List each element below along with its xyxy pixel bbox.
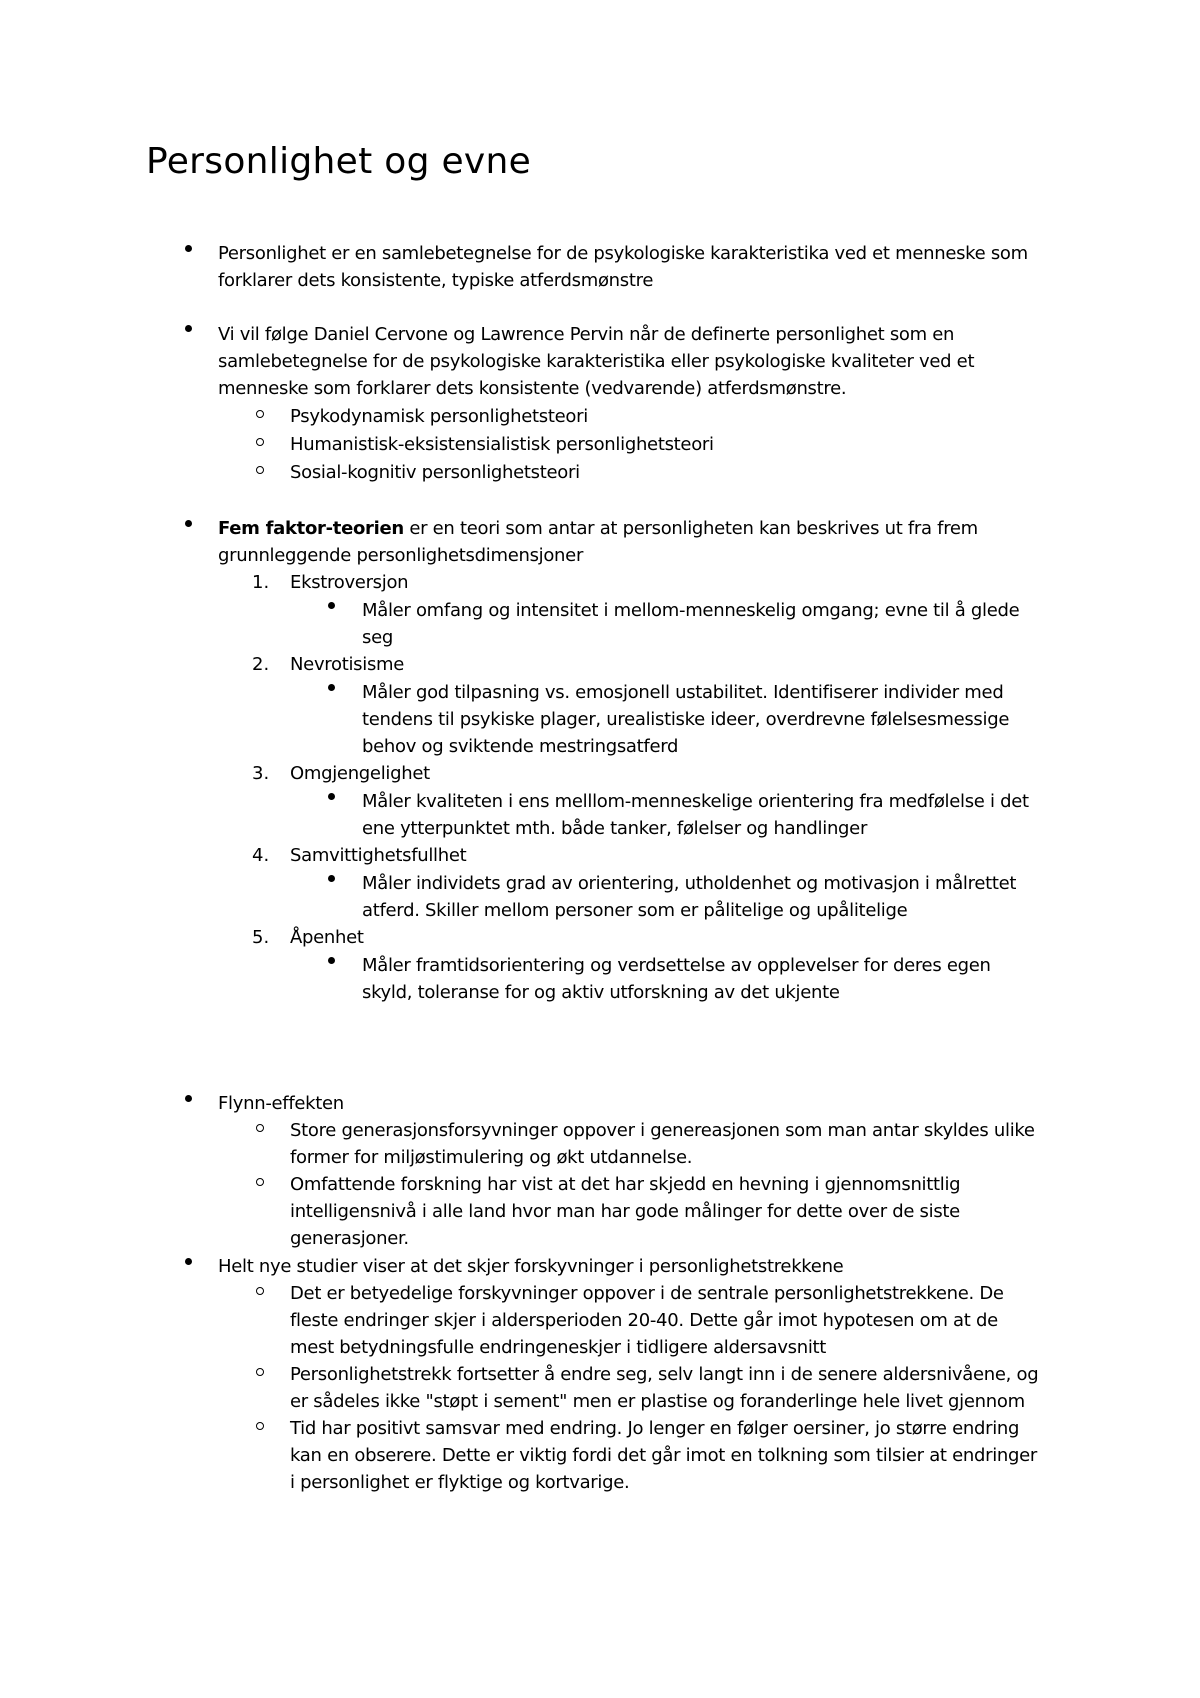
bullet-dot [328, 684, 335, 691]
theory-item: Psykodynamisk personlighetsteori [290, 406, 588, 427]
factor-name: Omgjengelighet [290, 763, 430, 784]
bullet-dot [328, 602, 335, 609]
bullet-dot [328, 875, 335, 882]
studies-label: Helt nye studier viser at det skjer forskyvninger i personlighetstrekkene [218, 1256, 844, 1277]
bullet-2-line-1: Vi vil følge Daniel Cervone og Lawrence Pervin når de definerte personlighet som en [218, 324, 955, 345]
list-number: 3. [252, 763, 270, 784]
sub-bullet-circle [256, 1422, 264, 1430]
flynn-text: generasjoner. [290, 1228, 409, 1249]
studies-text: Personlighetstrekk fortsetter å endre seg, selv langt inn i de senere aldersnivåene, og [290, 1364, 1039, 1385]
studies-text: i personlighet er flyktige og kortvarige. [290, 1472, 630, 1493]
bullet-dot [185, 520, 192, 527]
bullet-1-line-1: Personlighet er en samlebetegnelse for de psykologiske karakteristika ved et menneske som [218, 243, 1028, 264]
studies-text: fleste endringer skjer i aldersperioden 20-40. Dette går imot hypotesen om at de [290, 1310, 998, 1331]
bullet-1-line-2: forklarer dets konsistente, typiske atferdsmønstre [218, 270, 654, 291]
bullet-2-line-2: samlebetegnelse for de psykologiske karakteristika eller psykologiske kvaliteter ved et [218, 351, 975, 372]
factor-text: behov og sviktende mestringsatferd [362, 736, 679, 757]
factor-name: Samvittighetsfullhet [290, 845, 467, 866]
factor-text: tendens til psykiske plager, urealistiske ideer, overdrevne følelsesmessige [362, 709, 1010, 730]
bullet-dot [328, 793, 335, 800]
list-number: 4. [252, 845, 270, 866]
flynn-text: Omfattende forskning har vist at det har skjedd en hevning i gjennomsnittlig [290, 1174, 961, 1195]
bullet-3-line-1-rest: er en teori som antar at personligheten kan beskrives ut fra frem [403, 518, 978, 539]
bullet-dot [185, 245, 192, 252]
list-number: 5. [252, 927, 270, 948]
bullet-dot [328, 957, 335, 964]
factor-name: Ekstroversjon [290, 572, 409, 593]
sub-bullet-circle [256, 1178, 264, 1186]
factor-text: Måler kvaliteten i ens melllom-menneskelige orientering fra medfølelse i det [362, 791, 1029, 812]
flynn-text: Store generasjonsforsyvninger oppover i genereasjonen som man antar skyldes ulike [290, 1120, 1035, 1141]
factor-text: skyld, toleranse for og aktiv utforskning av det ukjente [362, 982, 840, 1003]
sub-bullet-circle [256, 410, 264, 418]
factor-text: Måler omfang og intensitet i mellom-menneskelig omgang; evne til å glede [362, 600, 1020, 621]
bullet-2-line-3: menneske som forklarer dets konsistente (vedvarende) atferdsmønstre. [218, 378, 847, 399]
studies-text: Tid har positivt samsvar med endring. Jo lenger en følger oersiner, jo større endring [290, 1418, 1020, 1439]
bullet-3-line-1 [218, 515, 978, 542]
flynn-text: intelligensnivå i alle land hvor man har gode målinger for dette over de siste [290, 1201, 960, 1222]
bullet-dot [185, 325, 192, 332]
bullet-3-line-2: grunnleggende personlighetsdimensjoner [218, 545, 584, 566]
list-number: 1. [252, 572, 270, 593]
studies-text: er sådeles ikke "støpt i sement" men er plastise og foranderlinge hele livet gjennom [290, 1391, 1025, 1412]
factor-text: seg [362, 627, 393, 648]
factor-text: Måler god tilpasning vs. emosjonell ustabilitet. Identifiserer individer med [362, 682, 1004, 703]
factor-text: Måler framtidsorientering og verdsettelse av opplevelser for deres egen [362, 955, 991, 976]
theory-item: Humanistisk-eksistensialistisk personlighetsteori [290, 434, 714, 455]
sub-bullet-circle [256, 466, 264, 474]
bullet-dot [185, 1258, 192, 1265]
bullet-dot [185, 1095, 192, 1102]
studies-text: kan en obserere. Dette er viktig fordi det går imot en tolkning som tilsier at endringer [290, 1445, 1038, 1466]
studies-text: Det er betyedelige forskyvninger oppover i de sentrale personlighetstrekkene. De [290, 1283, 1004, 1304]
sub-bullet-circle [256, 1124, 264, 1132]
list-number: 2. [252, 654, 270, 675]
sub-bullet-circle [256, 1287, 264, 1295]
factor-name: Nevrotisisme [290, 654, 405, 675]
studies-text: mest betydningsfulle endringeneskjer i tidligere aldersavsnitt [290, 1337, 827, 1358]
factor-text: Måler individets grad av orientering, utholdenhet og motivasjon i målrettet [362, 873, 1017, 894]
theory-item: Sosial-kognitiv personlighetsteori [290, 462, 580, 483]
page-title: Personlighet og evne [146, 141, 532, 182]
bold-term: Fem faktor-teorien [218, 518, 404, 539]
flynn-label: Flynn-effekten [218, 1093, 344, 1114]
sub-bullet-circle [256, 1368, 264, 1376]
factor-name: Åpenhet [290, 927, 364, 948]
factor-text: ene ytterpunktet mth. både tanker, følelser og handlinger [362, 818, 868, 839]
sub-bullet-circle [256, 438, 264, 446]
flynn-text: former for miljøstimulering og økt utdannelse. [290, 1147, 693, 1168]
factor-text: atferd. Skiller mellom personer som er pålitelige og upålitelige [362, 900, 908, 921]
